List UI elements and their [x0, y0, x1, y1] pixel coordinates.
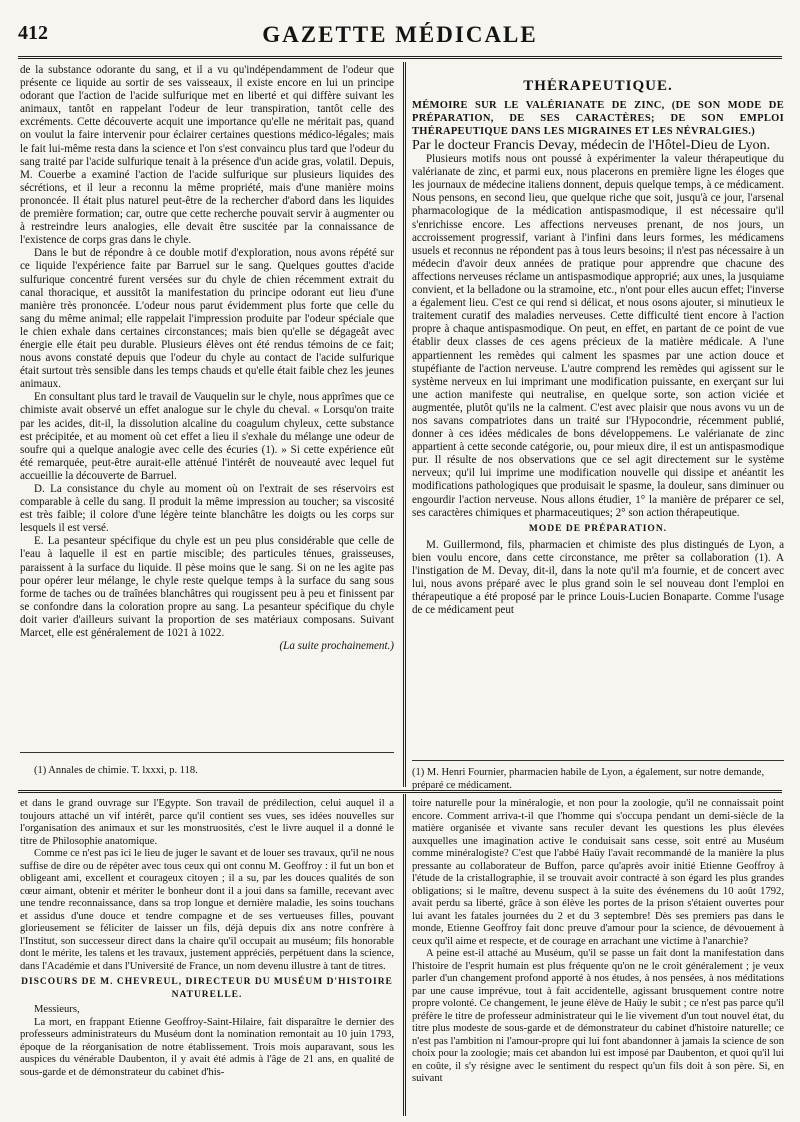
column-divider — [403, 794, 406, 1116]
paragraph: et dans le grand ouvrage sur l'Égypte. Son travail de prédilection, celui auquel il a toujours attaché un vif intérêt, parce qu'il contient ses vues, ses idées nouvelles sur l'organisation des animaux et sur les monstruosités, c'est le livre auquel il a donné le titre de Philosophie anatomique. — [20, 798, 394, 847]
paragraph: toire naturelle pour la minéralogie, et non pour la zoologie, qu'il ne connaissait point encore. Comment arriva-t-il que l'homme qui s'occupa pendant un demi-siècle de la matière organisée et vivante sans reculer devant les questions les plus élevées auxquelles une imagination active le conduisait sans cesse, soit entré au Muséum comme minéralogiste? C'est que l'abbé Haüy l'avait recommandé de la manière la plus pressante au collaborateur de Buffon, parce qu'après avoir initié Etienne Geoffroy à l'étude de la cristallographie, il se trouvait avoir contracté à son égard les plus grandes obligations; si le maître, devenu suspect à la suite des événemens du 10 août 1792, avait perdu sa liberté, grâce à son élève les portes de la prison s'étaient ouvertes pour lui avant les fatales journées du 2 et du 3 septembre! Dès ses premiers pas dans le monde, Etienne Geoffroy fait donc preuve d'amour pour la science, de dévouement à ceux qu'il aime et respecte, et de courage en arrachant une victime à l'anarchie? — [412, 798, 784, 947]
paragraph: Dans le but de répondre à ce double motif d'exploration, nous avons répété sur ce liquide l'expérience faite par Barruel sur le sang. Quelques gouttes d'acide sulfurique concentré furent versées sur du chyle de chien récemment extrait du canal thoracique, et aussitôt la manifestation du principe odorant eut lieu d'une manière très prononcée. L'odeur nous parut évidemment plus forte que celle du sang du même animal; elle rappelait l'impression produite par l'odeur spéciale que le chien exhale dans certaines circonstances; mais bien qu'elle se dégageât avec énergie elle était peu durable. Plusieurs élèves ont été rendus témoins de ce fait; nous avons constaté depuis que l'odeur du chyle au contact de l'acide sulfurique était surtout très sensible dans les temps chauds et qu'elle était faible chez les jeunes animaux. — [20, 247, 394, 391]
paragraph: E. La pesanteur spécifique du chyle est un peu plus considérable que celle de l'eau à laquelle il est en partie miscible; des particules ténues, graisseuses, paraissent à la surface du liquide. Il pèse moins que le sang. Si on ne les agite pas pour opérer leur mélange, le chyle reste quelque temps à la surface du sang sous forme de taches ou de traînées blanchâtres qui rougissent peu à peu et finissent par se confondre dans la coloration propre au sang. La pesanteur spécifique du chyle doit varier d'ailleurs suivant la proportion de ses matériaux composans. Suivant Marcet, elle est généralement de 1021 à 1022. — [20, 535, 394, 640]
left-footnote: (1) Annales de chimie. T. lxxxi, p. 118. — [34, 765, 198, 776]
paragraph: A peine est-il attaché au Muséum, qu'il se passe un fait dont la manifestation dans l'histoire de l'esprit humain est plus fréquente qu'on ne le croit généralement ; je veux parler d'un changement profond apporté à nos études, à nos pensées, à nos méditations par une cause imprévue, tout à fait accidentelle, agissant brusquement contre notre propre volonté. Ce changement, le jeune élève de Haüy le subit ; ce n'est pas parce qu'il préfère le titre de professeur administrateur qui le lie vivement d'un tout nouvel état, du titre plus modeste de sous-garde et de démonstrateur du cabinet d'histoire naturelle; ce n'est pas l'ambition ni l'amour-propre qui lui font abandonner à jamais la science de son choix pour la zoologie; mais cet abandon lui est imposé par Daubenton, et quoi qu'il lui en coûte, il s'y résigne avec le sentiment du respect qu'un fils doit à son père. Si, en suivant — [412, 948, 784, 1084]
continuation-note: (La suite prochainement.) — [279, 640, 394, 653]
paragraph: de la substance odorante du sang, et il a vu qu'indépendamment de l'odeur que présente ce liquide au sortir de ses vaisseaux, il existe encore en lui un principe odorant que l'action de l'acide sulfurique met en liberté et qui diffère suivant les animaux, tantôt en rappelant l'odeur de leur transpiration, tantôt celle des excréments. Cette découverte acquit une importance qu'elle ne méritait pas, quand on voulut la faire intervenir pour éclairer certaines questions médico-légales; mais le fait lui-même resta dans la science et l'on s'est convaincu plus tard que l'odeur du sang traité par l'acide sulfurique tenait à la présence d'un acide gras, volatil. Depuis, M. Couerbe a examiné l'action de l'acide sulfurique sur plusieurs liquides des sécrétions, et il leur a reconnu la même propriété, mais d'une manière moins prononcée. Il était plus naturel peut-être de la rechercher d'abord dans les liquides de première formation; car, outre que cette recherche pouvait servir à augmenter ou à restreindre leurs analogies, elle devait être suscitée par la connaissance de l'existence de corps gras dans le chyle. — [20, 64, 394, 247]
paragraph: M. Guillermond, fils, pharmacien et chimiste des plus distingués de Lyon, a bien voulu encore, dans cette circonstance, me prêter sa collaboration (1). A l'instigation de M. Devay, dit-il, dans la note qu'il m'a fournie, et de concert avec lui, nous avons préparé avec le plus grand soin le sel nouveau dont l'emploi en thérapeutique a été proposé par le prince Louis-Lucien Bonaparte. Comme l'usage de ce médicament peut — [412, 538, 784, 617]
section-title: THÉRAPEUTIQUE. — [523, 78, 673, 94]
bottom-right-column — [412, 798, 784, 1116]
paragraph: Comme ce n'est pas ici le lieu de juger le savant et de louer ses travaux, qu'il ne nous suffise de dire ou de répéter avec tous ceux qui ont connu M. Geoffroy : il fut un bon et obligeant ami, excellent et courageux citoyen ; il a su, par les douces qualités de son cœur aimant, obtenir et mériter le bonheur dont il a joui dans sa famille, recevant avec une tendre reconnaissance, dans sa trop longue et dernière maladie, les soins touchans et assidus d'une douce et tendre compagne et de ses vertueuses filles, pouvant glorieusement se féliciter de laisser un fils, déjà depuis dix ans notre confrère à l'Institut, son successeur direct dans la chaire qu'il occupait au muséum; fils honorable dont le mérite, les talens et les travaux, justement appréciés, perpétuent dans la science, dans l'Académie et dans l'Université de France, un nom devenu illustre à tant de titres. — [20, 848, 394, 972]
paragraph: La mort, en frappant Etienne Geoffroy-Saint-Hilaire, fait disparaître le dernier des professeurs administrateurs du Muséum dont la nomination remontait au 10 juin 1793, époque de la réorganisation de notre établissement. Trois mois auparavant, sous les auspices du vénérable Daubenton, il y avait été admis à l'âge de 21 ans, en qualité de sous-garde et de démonstrateur du cabinet d'his- — [20, 1016, 394, 1078]
masthead-title: GAZETTE MÉDICALE — [262, 22, 538, 47]
left-column — [20, 64, 394, 739]
footnote-rule — [412, 760, 784, 761]
section-divider — [18, 790, 782, 793]
subsection-heading: MODE DE PRÉPARATION. — [528, 523, 668, 534]
paragraph: Plusieurs motifs nous ont poussé à expérimenter la valeur thérapeutique du valérianate de zinc, et parmi eux, nous placerons en première ligne les éloges que les journaux de médecine italiens donnent, depuis quelque temps, à ce médicament. Nous pensons, en second lieu, que quelque riche que soit, jusqu'à ce jour, l'arsenal pharmacologique de la médication antispasmodique, il est nécessaire qu'il s'enrichisse encore. Les affections nerveuses prenant, de nos jours, un accroissement progressif, variant à l'infini dans leurs formes, les médicamens usuels et reconnus ne répondent pas à tous leurs besoins; il n'est pas nécessaire à un médecin d'avoir deux années de pratique pour apprendre que chacune des affections nerveuses réclame un antispasmodique approprié; aux unes, la jusquiame convient, et la belladone ou la stramoine, etc., n'ont pour elles aucun effet; l'inverse a également lieu. C'est ce qui rend si délicat, et nous osons ajouter, si minutieux le traitement curatif des maladies nerveuses. Cette difficulté tient encore à l'action propre à chaque antispasmodique. On peut, en effet, en partant de ce point de vue établir deux classes de ces agens précieux de la matière médicale. A l'une appartiennent les remèdes qui calment les spasmes par une action douce et stupéfiante de l'action nerveuse. L'autre comprend les remèdes qui agissent sur le système nerveux en lui imprimant une modification puissante, en exerçant sur lui une action manifeste qui neutralise, en quelque sorte, son action viciée et augmentée, plutôt qu'ils ne la calment. C'est avec plaisir que nous avons vu un de nos savans compatriotes dans un traité sur l'Hypocondrie, récemment publié, donner à ces idées médicales de bons développemens. Le valérianate de zinc appartient à cette seconde catégorie, ou, pour mieux dire, il est un antispasmodique pur. Il résulte de nos observations que ce sel agit directement sur le système nerveux; qu'il lui imprime une modification nouvelle qui dissipe et anéantit les modifications pathologiques que produisait le spasme, la douleur, sans diminuer ou engourdir l'action nerveuse. Nous allons étudier, 1° la manière de préparer ce sel, ses caractères chimiques et pharmaceutiques; 2° son action thérapeutique. — [412, 153, 784, 519]
footnote-rule — [20, 752, 394, 753]
right-footnote: (1) M. Henri Fournier, pharmacien habile de Lyon, a également, sur notre demande, préparé ce médicament. — [412, 767, 765, 791]
page-number: 412 — [18, 22, 48, 44]
page-header — [18, 22, 782, 52]
discourse-heading: DISCOURS DE M. CHEVREUL, DIRECTEUR DU MUSÉUM D'HISTOIRE NATURELLE. — [21, 977, 393, 1000]
salutation: Messieurs, — [34, 1004, 80, 1015]
memoir-title: MÉMOIRE SUR LE VALÉRIANATE DE ZINC, (DE SON MODE DE PRÉPARATION, DE SES CARACTÈRES; DE SON EMPLOI THÉRAPEUTIQUE DANS LES MIGRAINES ET LES NÉVRALGIES.) — [412, 100, 784, 138]
bottom-left-column — [20, 798, 394, 1116]
paragraph: D. La consistance du chyle au moment où on l'extrait de ses réservoirs est comparable à celle du sang. Il produit la même impression au toucher; sa viscosité est très faible; il colore d'une légère teinte blanchâtre les doigts ou les corps sur lesquels il est versé. — [20, 483, 394, 535]
header-rule — [18, 56, 782, 59]
paragraph: En consultant plus tard le travail de Vauquelin sur le chyle, nous apprîmes que ce chimiste avait observé un effet analogue sur le chyle du cheval. « Lorsqu'on traite par les acides, dit-il, la dissolution alcaline du coagulum chyleux, cette substance est précipitée, et au moment où cet effet a lieu il s'exhale du mélange une odeur de soufre qui a quelque analogie avec celle des écuries (1). » Si cette expérience eût été remarquée, peut-être aurait-elle atténué l'intérêt de nouveauté avec lequel fut accueillie la découverte de Barruel. — [20, 391, 394, 482]
right-column — [412, 78, 784, 758]
byline: Par le docteur Francis Devay, médecin de l'Hôtel-Dieu de Lyon. — [412, 138, 771, 154]
column-divider — [403, 62, 406, 787]
